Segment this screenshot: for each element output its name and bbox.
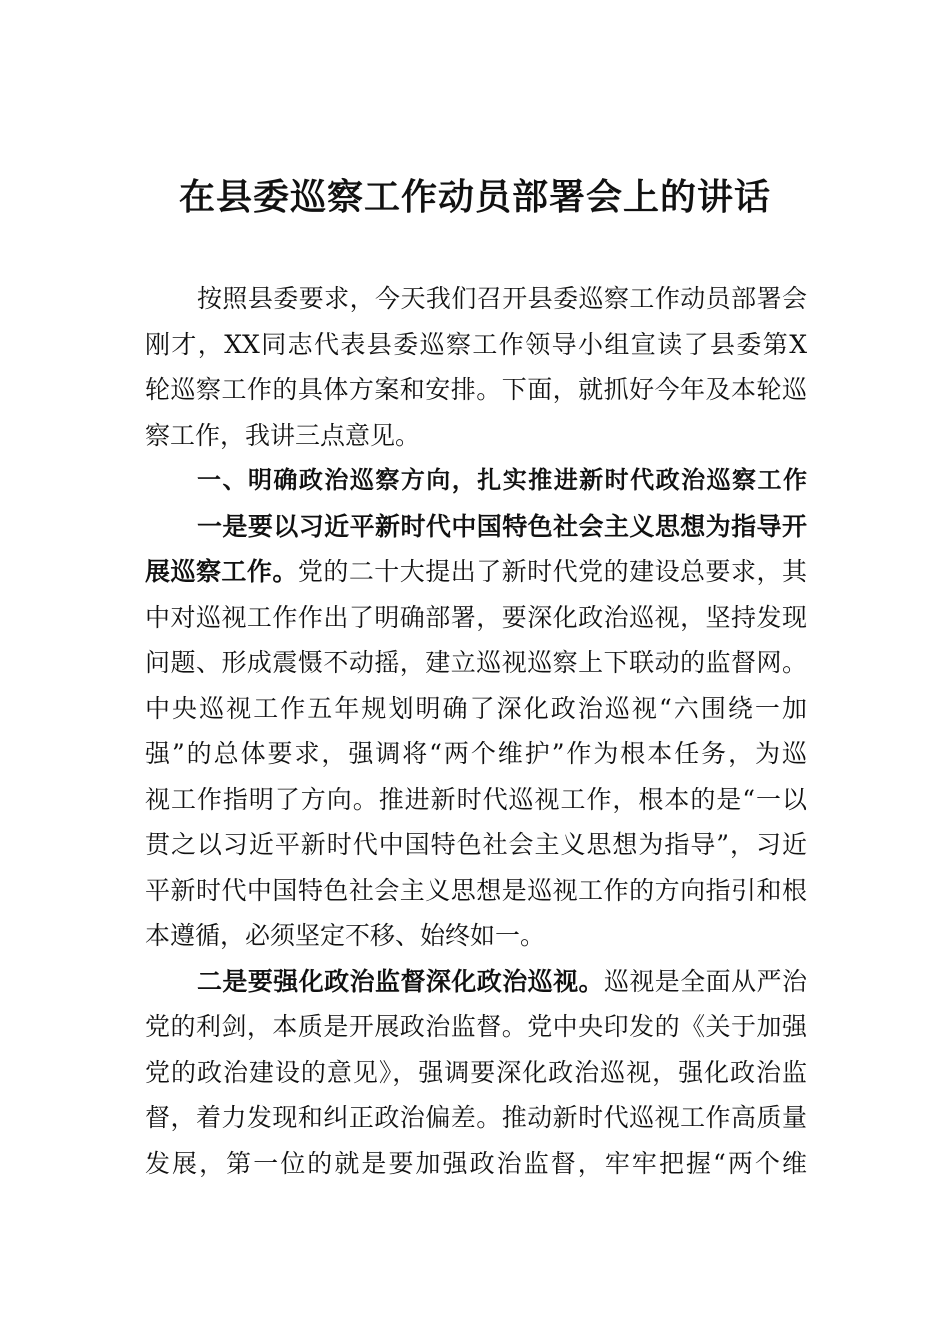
paragraph-text: 巡视是全面从严治 bbox=[603, 966, 807, 996]
paragraph-line: 本遵循，必须坚定不移、始终如一。 bbox=[145, 921, 546, 950]
paragraph-line-mixed bbox=[145, 549, 807, 595]
paragraph-line: 中对巡视工作作出了明确部署，要深化政治巡视，坚持发现 bbox=[145, 602, 807, 632]
paragraph-line: 中央巡视工作五年规划明确了深化政治巡视“六围绕一加 bbox=[145, 693, 807, 723]
paragraph-line-mixed bbox=[145, 959, 807, 1005]
document-body bbox=[145, 276, 807, 1186]
bold-lead-text: 展巡察工作。 bbox=[145, 557, 298, 586]
document-title: 在县委巡察工作动员部署会上的讲话 bbox=[178, 177, 771, 218]
paragraph-line: 督，着力发现和纠正政治偏差。推动新时代巡视工作高质量 bbox=[145, 1103, 807, 1132]
paragraph-line: 按照县委要求，今天我们召开县委巡察工作动员部署会 bbox=[197, 284, 807, 313]
paragraph-text: 党的二十大提出了新时代党的建设总要求，其 bbox=[297, 557, 807, 586]
paragraph-line: 强”的总体要求，强调将“两个维护”作为根本任务，为巡 bbox=[145, 739, 807, 768]
paragraph-line: 发展，第一位的就是要加强政治监督，牢牢把握“两个维 bbox=[145, 1148, 807, 1178]
paragraph-line: 察工作，我讲三点意见。 bbox=[145, 420, 421, 450]
paragraph-line: 平新时代中国特色社会主义思想是巡视工作的方向指引和根 bbox=[145, 875, 807, 905]
paragraph-line: 问题、形成震慑不动摇，建立巡视巡察上下联动的监督网。 bbox=[145, 648, 807, 677]
paragraph-line: 党的利剑，本质是开展政治监督。党中央印发的《关于加强 bbox=[145, 1012, 807, 1041]
paragraph-line: 视工作指明了方向。推进新时代巡视工作，根本的是“一以 bbox=[145, 784, 807, 814]
paragraph-line: 轮巡察工作的具体方案和安排。下面，就抓好今年及本轮巡 bbox=[145, 375, 807, 404]
bold-lead-text: 二是要强化政治监督深化政治巡视。 bbox=[197, 966, 604, 996]
paragraph-line: 党的政治建设的意见》，强调要深化政治巡视，强化政治监 bbox=[145, 1057, 807, 1087]
paragraph-line: 贯之以习近平新时代中国特色社会主义思想为指导”，习近 bbox=[145, 830, 807, 859]
paragraph-line: 刚才，XX同志代表县委巡察工作领导小组宣读了县委第X bbox=[145, 329, 807, 359]
section-heading: 一、明确政治巡察方向，扎实推进新时代政治巡察工作 bbox=[197, 466, 807, 494]
paragraph-line-bold: 一是要以习近平新时代中国特色社会主义思想为指导开 bbox=[197, 511, 807, 541]
